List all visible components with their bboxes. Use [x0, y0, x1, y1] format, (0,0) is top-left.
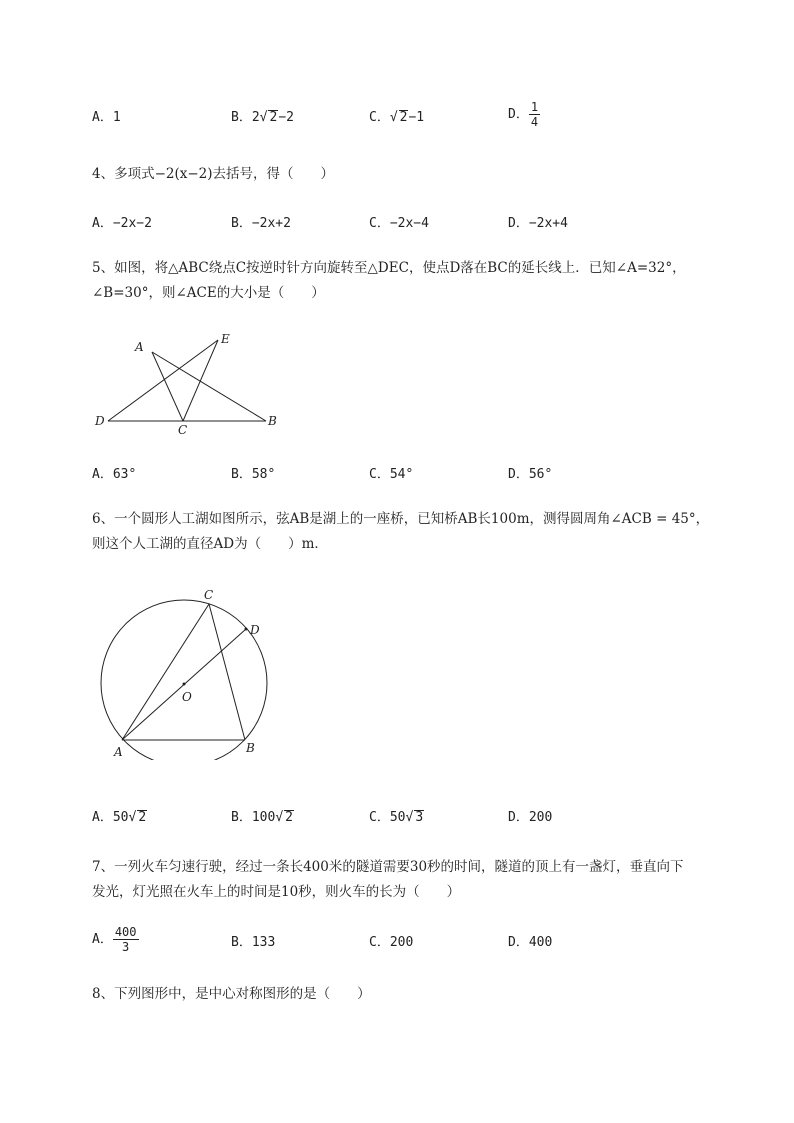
- q7-option-a-prefix: A．: [92, 932, 113, 947]
- q6-option-b-radicand: 2: [285, 810, 293, 825]
- fraction-numerator: 400: [114, 925, 137, 939]
- q6-stem-line2: 则这个人工湖的直径AD为（ ）m．: [92, 536, 328, 552]
- segment-ec: [183, 340, 218, 421]
- q6-option-a-radicand: 2: [138, 810, 147, 825]
- q3-option-d-fraction: [529, 100, 540, 129]
- q4-option-d: D．−2x+4: [508, 216, 568, 231]
- label-o: O: [182, 690, 192, 704]
- label-d: D: [95, 414, 105, 428]
- label-c: C: [204, 588, 214, 602]
- q5-option-b: B．58°: [231, 467, 276, 482]
- q6-option-a-prefix: A．50: [92, 810, 129, 825]
- q6-option-b: B．100√ 2: [231, 810, 293, 825]
- q4-option-b: B．−2x+2: [231, 216, 291, 231]
- q7-option-c: C．200: [369, 935, 414, 950]
- q5-triangle-figure: [90, 325, 290, 440]
- segment-ed: [108, 340, 218, 421]
- center-point: [183, 683, 186, 686]
- label-a: A: [114, 745, 123, 759]
- label-b: B: [268, 414, 277, 428]
- label-d: D: [250, 623, 260, 637]
- q3-option-d: [508, 100, 540, 129]
- fraction-denominator: 3: [122, 940, 130, 954]
- q5-option-d: D．56°: [508, 467, 553, 482]
- q5-option-c: C．54°: [369, 467, 414, 482]
- q5-stem-line2: ∠B=30°，则∠ACE的大小是（ ）: [92, 285, 325, 301]
- q7-option-a: [92, 925, 139, 954]
- q7-option-a-fraction: [113, 925, 139, 954]
- q6-option-b-prefix: B．100: [231, 810, 276, 825]
- q5-stem-line1: 5、如图，将△ABC绕点C按逆时针方向旋转至△DEC，使点D落在BC的延长线上．已知∠A=32°，: [92, 260, 686, 276]
- q7-stem-line1: 7、一列火车匀速行驶，经过一条长400米的隧道需要30秒的时间，隧道的顶上有一盏灯，垂直向下: [92, 859, 684, 875]
- q3-option-c-prefix: C．: [369, 110, 390, 125]
- label-e: E: [221, 332, 230, 346]
- chord-ac: [122, 604, 209, 740]
- q5-option-a: A．63°: [92, 467, 137, 482]
- q4-stem: 4、多项式−2(x−2)去括号，得（ ）: [92, 166, 335, 182]
- q3-option-c-radicand: 2: [399, 110, 408, 125]
- q4-option-a: A．−2x−2: [92, 216, 152, 231]
- q6-option-d: D．200: [508, 810, 553, 825]
- q8-stem: 8、下列图形中，是中心对称图形的是（ ）: [92, 986, 371, 1002]
- q7-option-b: B．133: [231, 935, 276, 950]
- label-c: C: [178, 423, 188, 437]
- segment-ab: [152, 352, 266, 421]
- q3-option-d-prefix: D．: [508, 107, 529, 122]
- q6-option-c: C．50√ 3: [369, 810, 424, 825]
- fraction-numerator: 1: [530, 100, 539, 114]
- chord-cb: [209, 604, 245, 740]
- q3-option-b-suffix: −2: [278, 110, 294, 125]
- point-d: [245, 628, 248, 631]
- fraction-denominator: 4: [530, 115, 539, 129]
- q3-option-c-suffix: −1: [408, 110, 425, 125]
- q6-circle-figure: [90, 580, 280, 760]
- q6-stem-line1: 6、一个圆形人工湖如图所示，弦AB是湖上的一座桥，已知桥AB长100m，测得圆周角∠ACB = 45°，: [92, 511, 710, 527]
- q3-option-b-prefix: B．2: [231, 110, 260, 125]
- q3-option-b: B．2√ 2−2: [231, 110, 294, 125]
- q3-option-b-radicand: 2: [269, 110, 278, 125]
- q3-option-c: C．√ 2−1: [369, 110, 425, 125]
- q6-option-c-radicand: 3: [415, 810, 424, 825]
- q7-option-d: D．400: [508, 935, 553, 950]
- q4-option-c: C．−2x−4: [369, 216, 429, 231]
- q6-option-c-prefix: C．50: [369, 810, 406, 825]
- q7-stem-line2: 发光，灯光照在火车上的时间是10秒，则火车的长为（ ）: [92, 884, 461, 900]
- q6-option-a: A．50√ 2: [92, 810, 147, 825]
- label-b: B: [246, 741, 255, 755]
- segment-ac: [152, 352, 183, 421]
- q3-option-a: A．1: [92, 110, 121, 125]
- label-a: A: [135, 340, 144, 354]
